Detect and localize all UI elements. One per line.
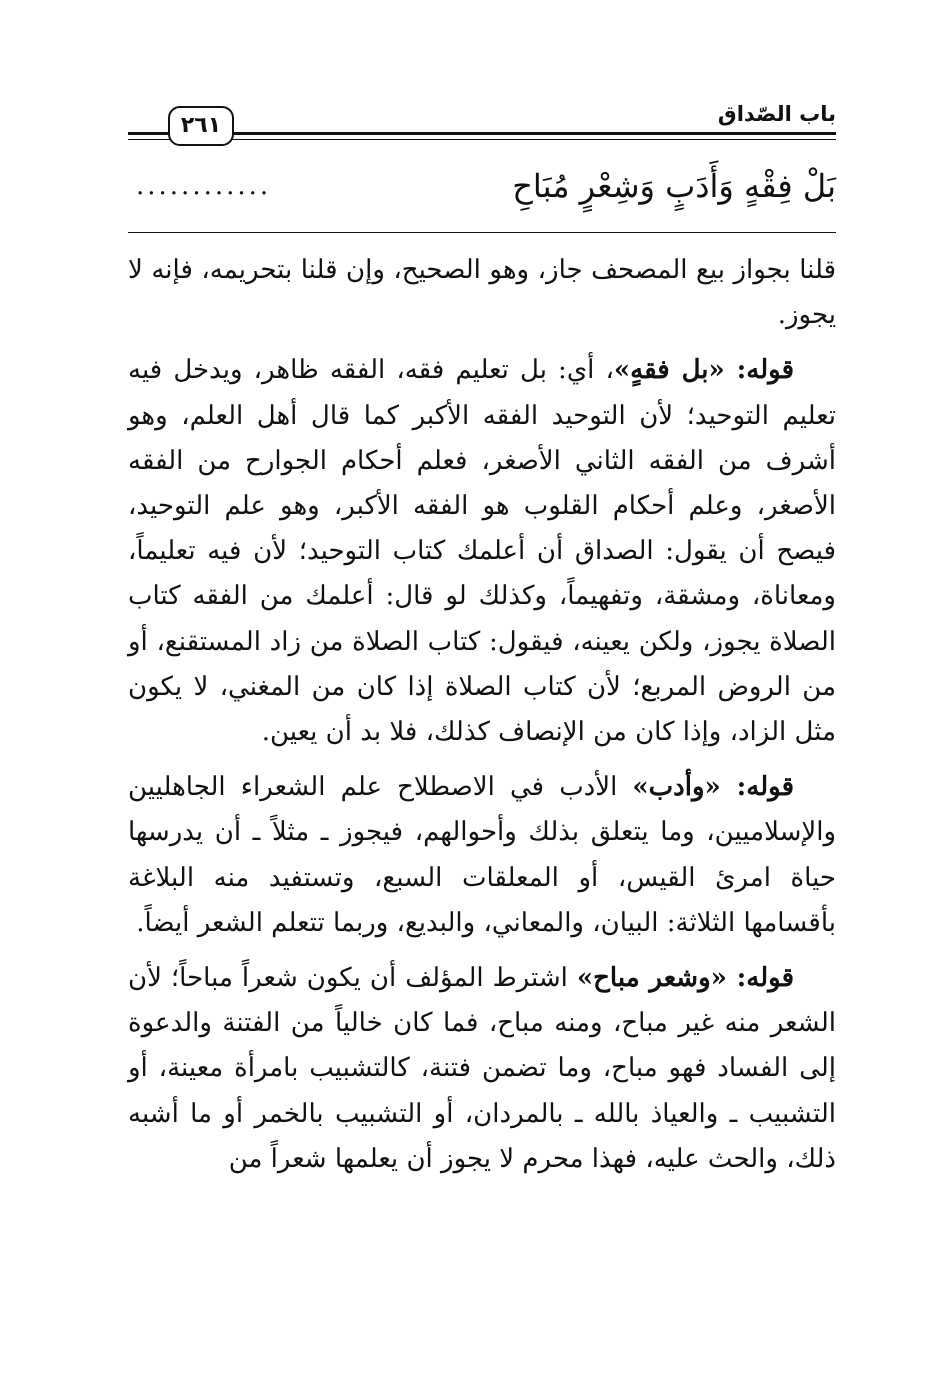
verse-line	[128, 160, 836, 220]
page-number: ٢٦١	[168, 106, 234, 146]
verse-text: بَلْ فِقْهٍ وَأَدَبٍ وَشِعْرٍ مُبَاحِ	[512, 167, 836, 205]
verse-dots: ............	[136, 171, 272, 201]
paragraph-lead: قوله:	[736, 772, 794, 803]
paragraph	[128, 765, 836, 946]
header-rule	[128, 132, 836, 140]
verse-rule	[128, 232, 836, 233]
paragraph-text: الأدب في الاصطلاح علم الشعراء الجاهليين والإسلاميين، وما يتعلق بذلك وأحوالهم، فيجوز ـ مثلاً ـ أن يدرسها حياة امرئ القيس، أو المعلقات السبع، وتستفيد منه البلاغة بأقسامها الثلاثة: البيان، والمعاني، والبديع، وربما تتعلم الشعر أيضاً.	[128, 772, 836, 938]
chapter-title: باب الصّداق	[717, 102, 836, 126]
running-header	[128, 98, 836, 150]
paragraph-quote: «وشعر مباح»	[576, 963, 737, 994]
paragraph	[128, 956, 836, 1182]
paragraph-lead: قوله:	[736, 355, 794, 386]
paragraph-text: اشترط المؤلف أن يكون شعراً مباحاً؛ لأن الشعر منه غير مباح، ومنه مباح، فما كان خالياً من الفتنة والدعوة إلى الفساد فهو مباح، وما تضمن فتنة، كالتشبيب بامرأة معينة، أو التشبيب ـ والعياذ بالله ـ بالمردان، أو التشبيب بالخمر أو ما أشبه ذلك، والحث عليه، فهذا محرم لا يجوز أن يعلمها شعراً من	[128, 963, 836, 1174]
paragraph-text: ، أي: بل تعليم فقه، الفقه ظاهر، ويدخل فيه تعليم التوحيد؛ لأن التوحيد الفقه الأكبر كما قال أهل العلم، وهو أشرف من الفقه الثاني الأصغر، فعلم أحكام الجوارح من الفقه الأصغر، وعلم أحكام القلوب هو الفقه الأكبر، وهو علم التوحيد، فيصح أن يقول: الصداق أن أعلمك كتاب التوحيد؛ لأن فيه تعليماً، ومعاناة، ومشقة، وتفهيماً، وكذلك لو قال: أعلمك من الفقه كتاب الصلاة يجوز، ولكن يعينه، فيقول: كتاب الصلاة من زاد المستقنع، أو من الروض المربع؛ لأن كتاب الصلاة إذا كان من المغني، لا يكون مثل الزاد، وإذا كان من الإنصاف كذلك، فلا بد أن يعين.	[128, 355, 837, 748]
paragraph-text: قلنا بجواز بيع المصحف جاز، وهو الصحيح، وإن قلنا بتحريمه، فإنه لا يجوز.	[128, 255, 836, 331]
paragraph	[128, 348, 836, 755]
body-text	[128, 248, 836, 1192]
paragraph-lead: قوله:	[736, 963, 794, 994]
paragraph-quote: «بل فقهٍ»	[613, 355, 737, 386]
paragraph	[128, 248, 836, 338]
paragraph-quote: «وأدب»	[632, 772, 737, 803]
